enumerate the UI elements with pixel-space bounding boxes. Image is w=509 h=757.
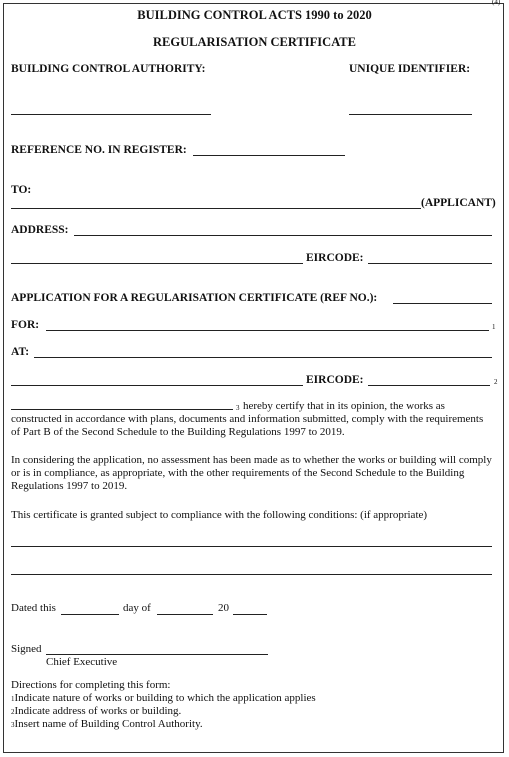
applicant-field[interactable]	[11, 208, 421, 209]
direction-number: 2	[11, 708, 15, 716]
consideration-text: In considering the application, no assessment has been made as to whether the works or building will comply or is in compliance, as appropriate, with the other requirements of the Second Schedule to the Building Regulations 1997 to 2019.	[11, 454, 492, 492]
reference-label: REFERENCE NO. IN REGISTER:	[11, 144, 187, 156]
works-eircode-label: EIRCODE:	[306, 374, 364, 386]
directions-heading: Directions for completing this form:	[11, 679, 171, 691]
authority-name-field[interactable]	[11, 409, 233, 410]
conditions-text: This certificate is granted subject to compliance with the following conditions: (if appropriate)	[11, 509, 428, 521]
works-address-line[interactable]	[11, 385, 303, 386]
certify-text: constructed in accordance with plans, documents and information submitted, comply with the requirements of Part B of the Second Schedule to the Building Regulations 1997 to 2019.	[11, 413, 484, 438]
direction-item	[11, 692, 316, 704]
eircode-footnote-mark: 2	[494, 378, 498, 386]
certify-text-start: hereby certify that in its opinion, the works as	[243, 400, 445, 412]
address-line-2[interactable]	[11, 263, 303, 264]
signature-field[interactable]	[46, 654, 268, 655]
conditions-line-2[interactable]	[11, 574, 492, 575]
address-eircode-field[interactable]	[368, 263, 492, 264]
for-label: FOR:	[11, 319, 40, 331]
signatory-role: Chief Executive	[46, 656, 118, 668]
applicant-suffix: (APPLICANT)	[421, 197, 496, 209]
authority-footnote-mark: 3	[236, 404, 240, 412]
for-footnote-mark: 1	[492, 323, 496, 331]
conditions-line-1[interactable]	[11, 546, 492, 547]
to-label: TO:	[11, 184, 32, 196]
address-label: ADDRESS:	[11, 224, 69, 236]
direction-text: Insert name of Building Control Authority.	[14, 718, 203, 730]
for-field[interactable]	[46, 330, 489, 331]
dated-year-field[interactable]	[233, 614, 267, 615]
direction-item	[11, 718, 203, 730]
reference-field[interactable]	[193, 155, 345, 156]
form-subtitle: REGULARISATION CERTIFICATE	[153, 35, 356, 49]
dated-day-field[interactable]	[61, 614, 119, 615]
day-of-label: day of	[123, 602, 151, 614]
direction-number: 1	[11, 695, 15, 703]
unique-identifier-label: UNIQUE IDENTIFIER:	[349, 63, 471, 75]
dated-month-field[interactable]	[157, 614, 213, 615]
works-eircode-field[interactable]	[368, 385, 490, 386]
form-title: BUILDING CONTROL ACTS 1990 to 2020	[137, 8, 372, 22]
at-field[interactable]	[34, 357, 492, 358]
direction-number: 3	[11, 721, 15, 729]
application-ref-field[interactable]	[393, 303, 492, 304]
application-ref-label: APPLICATION FOR A REGULARISATION CERTIFICATE (REF NO.):	[11, 292, 378, 304]
at-label: AT:	[11, 346, 30, 358]
dated-this-label: Dated this	[11, 602, 56, 614]
signed-label: Signed	[11, 643, 42, 655]
certificate-border	[3, 3, 504, 753]
direction-text: Indicate address of works or building.	[14, 705, 182, 717]
unique-identifier-field[interactable]	[349, 114, 472, 115]
direction-item	[11, 705, 181, 717]
address-eircode-label: EIRCODE:	[306, 252, 364, 264]
year-prefix-label: 20	[218, 602, 229, 614]
direction-text: Indicate nature of works or building to which the application applies	[14, 692, 316, 704]
corner-mark: (4)	[492, 0, 501, 6]
authority-label: BUILDING CONTROL AUTHORITY:	[11, 63, 206, 75]
authority-field[interactable]	[11, 114, 211, 115]
address-field[interactable]	[74, 235, 492, 236]
